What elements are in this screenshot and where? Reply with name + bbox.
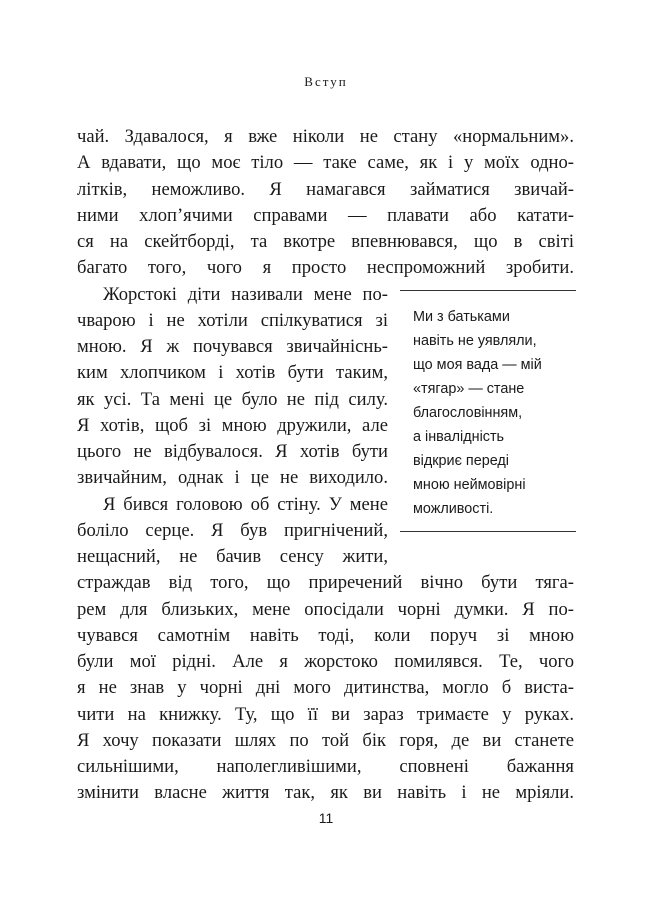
sidebar-bottom-rule	[400, 531, 576, 532]
text-line: чай. Здавалося, я вже ніколи не стану «нормальним».	[77, 126, 574, 147]
pull-quote	[413, 305, 573, 521]
text-line: чварою і не хотіли спілкуватися зі	[77, 310, 388, 331]
text-line: нещасний, не бачив сенсу жити,	[77, 546, 388, 567]
text-line: Я бився головою об стіну. У мене	[103, 494, 388, 515]
page-number: 11	[318, 810, 334, 826]
pull-quote-line: мною неймовірні	[413, 477, 526, 493]
text-line: багато того, чого я просто неспроможний зробити.	[77, 257, 574, 278]
pull-quote-line: навіть не уявляли,	[413, 333, 537, 349]
text-line: ними хлоп’ячими справами — плавати або катати-	[77, 205, 574, 226]
pull-quote-line: відкриє переді	[413, 453, 509, 469]
pull-quote-line: можливості.	[413, 501, 494, 517]
pull-quote-line: «тягар» — стане	[413, 381, 525, 397]
text-line: страждав від того, що приречений вічно бути тяга-	[77, 572, 574, 593]
text-line: ким хлопчиком і хотів бути таким,	[77, 362, 388, 383]
text-line: звичайним, однак і це не виходило.	[77, 467, 388, 488]
text-line: ся на скейтборді, та вкотре впевнювався, що в світі	[77, 231, 574, 252]
text-line: чити на книжку. Ту, що її ви зараз тримаєте у руках.	[77, 704, 574, 725]
sidebar-top-rule	[400, 290, 576, 291]
pull-quote-line: а інвалідність	[413, 429, 505, 445]
text-line: Я хочу показати шлях по той бік горя, де ви станете	[77, 730, 574, 751]
pull-quote-line: Ми з батьками	[413, 309, 510, 325]
text-line: А вдавати, що моє тіло — таке саме, як і у моїх одно-	[77, 152, 574, 173]
text-line: мною. Я ж почувався звичайніснь-	[77, 336, 388, 357]
text-line: були мої рідні. Але я жорстоко помилявся. Те, чого	[77, 651, 574, 672]
pull-quote-line: що моя вада — мій	[413, 357, 542, 373]
text-line: цього не відбувалося. Я хотів бути	[77, 441, 388, 462]
text-line: Жорстокі діти називали мене по-	[103, 284, 388, 305]
text-line: Я хотів, щоб зі мною дружили, але	[77, 415, 388, 436]
pull-quote-line: благословінням,	[413, 405, 523, 421]
text-line: чувався самотнім навіть тоді, коли поруч зі мною	[77, 625, 574, 646]
text-line: змінити власне життя так, як ви навіть і не мріяли.	[77, 782, 574, 803]
text-line: сильнішими, наполегливішими, сповнені бажання	[77, 756, 574, 777]
text-line: як усі. Та мені це було не під силу.	[77, 389, 388, 410]
text-line: боліло серце. Я був пригнічений,	[77, 520, 388, 541]
running-header: Вступ	[304, 74, 348, 89]
text-line: рем для близьких, мене опосідали чорні думки. Я по-	[77, 599, 574, 620]
text-line: літків, неможливо. Я намагався займатися звичай-	[77, 179, 574, 200]
text-line: я не знав у чорні дні мого дитинства, могло б виста-	[77, 677, 574, 698]
